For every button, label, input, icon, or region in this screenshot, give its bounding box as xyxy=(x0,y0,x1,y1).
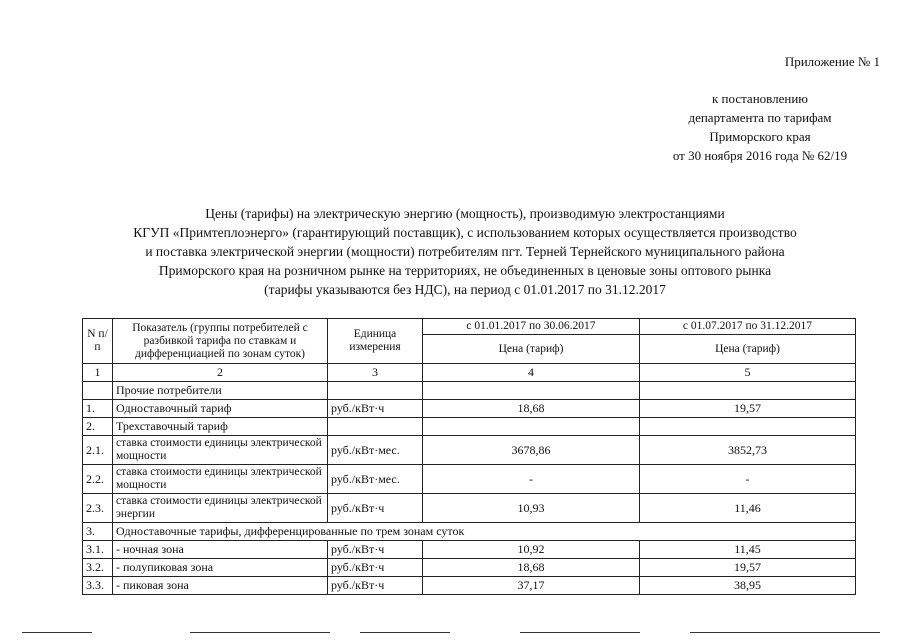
appendix-line: от 30 ноября 2016 года № 62/19 xyxy=(672,148,848,163)
row-value-period-2: 19,57 xyxy=(640,559,856,577)
col-number: 2 xyxy=(113,364,328,382)
heading-line: Приморского края на розничном рынке на территориях, не объединенных в ценовые зоны оптового рынка xyxy=(158,263,772,278)
row-number: 2.1. xyxy=(83,436,113,465)
row-number xyxy=(83,382,113,400)
appendix-title: Приложение № 1 xyxy=(784,54,880,69)
row-number: 3.3. xyxy=(83,577,113,595)
table-row xyxy=(83,541,856,559)
table-row xyxy=(83,577,856,595)
row-unit xyxy=(328,382,423,400)
row-value-period-2 xyxy=(640,418,856,436)
row-value-period-2: 38,95 xyxy=(640,577,856,595)
row-name: Трехставочный тариф xyxy=(113,418,328,436)
row-number: 1. xyxy=(83,400,113,418)
row-unit: руб./кВт·ч xyxy=(328,400,423,418)
row-value-period-2: 11,45 xyxy=(640,541,856,559)
row-name: Прочие потребители xyxy=(113,382,328,400)
row-value-period-1: 10,93 xyxy=(423,494,640,523)
header-period-2: с 01.07.2017 по 31.12.2017 xyxy=(640,319,856,335)
tariff-table xyxy=(82,318,856,595)
col-number: 5 xyxy=(640,364,856,382)
row-value-period-1 xyxy=(423,382,640,400)
row-number: 3.1. xyxy=(83,541,113,559)
row-name: ставка стоимости единицы электрической энергии xyxy=(113,494,328,523)
row-unit: руб./кВт·мес. xyxy=(328,436,423,465)
row-name: ставка стоимости единицы электрической мощности xyxy=(113,436,328,465)
row-unit xyxy=(328,418,423,436)
col-number: 4 xyxy=(423,364,640,382)
row-value-period-1: 3678,86 xyxy=(423,436,640,465)
table-row xyxy=(83,523,856,541)
row-value-period-2: 11,46 xyxy=(640,494,856,523)
scan-edge-line xyxy=(520,632,640,633)
row-unit: руб./кВт·ч xyxy=(328,577,423,595)
header-indicator: Показатель (группы потребителей с разбивкой тарифа по ставкам и дифференциацией по зонам суток) xyxy=(113,319,328,364)
table-row xyxy=(83,418,856,436)
table-row xyxy=(83,382,856,400)
table-row xyxy=(83,436,856,465)
row-unit: руб./кВт·ч xyxy=(328,541,423,559)
table-row xyxy=(83,494,856,523)
appendix-line: департамента по тарифам xyxy=(688,110,832,125)
row-value-period-1: 18,68 xyxy=(423,400,640,418)
row-name: - пиковая зона xyxy=(113,577,328,595)
scan-edge-line xyxy=(360,632,450,633)
row-number: 3. xyxy=(83,523,113,541)
row-value-period-1 xyxy=(423,418,640,436)
document-heading xyxy=(60,204,870,299)
col-number: 1 xyxy=(83,364,113,382)
scan-edge-line xyxy=(22,632,92,633)
header-unit: Единица измерения xyxy=(328,319,423,364)
row-name: Одноставочный тариф xyxy=(113,400,328,418)
heading-line: Цены (тарифы) на электрическую энергию (мощность), производимую электростанциями xyxy=(205,206,725,221)
row-unit: руб./кВт·ч xyxy=(328,559,423,577)
col-number: 3 xyxy=(328,364,423,382)
row-value-period-2: 3852,73 xyxy=(640,436,856,465)
heading-line: и поставка электрической энергии (мощности) потребителям пгт. Терней Тернейского муниципального района xyxy=(145,244,785,259)
row-unit: руб./кВт·ч xyxy=(328,494,423,523)
row-unit: руб./кВт·мес. xyxy=(328,465,423,494)
row-value-period-2 xyxy=(640,382,856,400)
header-period-1: с 01.01.2017 по 30.06.2017 xyxy=(423,319,640,335)
row-value-period-2: - xyxy=(640,465,856,494)
table-body xyxy=(83,382,856,595)
scan-edge-line xyxy=(690,632,880,633)
row-number: 2. xyxy=(83,418,113,436)
row-name: ставка стоимости единицы электрической мощности xyxy=(113,465,328,494)
row-number: 3.2. xyxy=(83,559,113,577)
row-name: - полупиковая зона xyxy=(113,559,328,577)
scan-edge-line xyxy=(190,632,330,633)
table-row xyxy=(83,400,856,418)
table-row xyxy=(83,465,856,494)
row-name: Одноставочные тарифы, дифференцированные по трем зонам суток xyxy=(113,523,856,541)
row-number: 2.2. xyxy=(83,465,113,494)
header-price-1: Цена (тариф) xyxy=(423,335,640,364)
header-num: N п/п xyxy=(83,319,113,364)
row-value-period-1: - xyxy=(423,465,640,494)
appendix-line: Приморского края xyxy=(709,129,811,144)
header-price-2: Цена (тариф) xyxy=(640,335,856,364)
table-row xyxy=(83,559,856,577)
row-value-period-2: 19,57 xyxy=(640,400,856,418)
heading-line: КГУП «Примтеплоэнерго» (гарантирующий поставщик), с использованием которых осуществляется производство xyxy=(133,225,797,240)
appendix-block xyxy=(560,52,880,165)
appendix-reference xyxy=(640,89,880,165)
row-number: 2.3. xyxy=(83,494,113,523)
appendix-line: к постановлению xyxy=(711,91,809,106)
heading-line: (тарифы указываются без НДС), на период с 01.01.2017 по 31.12.2017 xyxy=(264,282,666,297)
row-value-period-1: 18,68 xyxy=(423,559,640,577)
row-value-period-1: 10,92 xyxy=(423,541,640,559)
row-value-period-1: 37,17 xyxy=(423,577,640,595)
row-name: - ночная зона xyxy=(113,541,328,559)
